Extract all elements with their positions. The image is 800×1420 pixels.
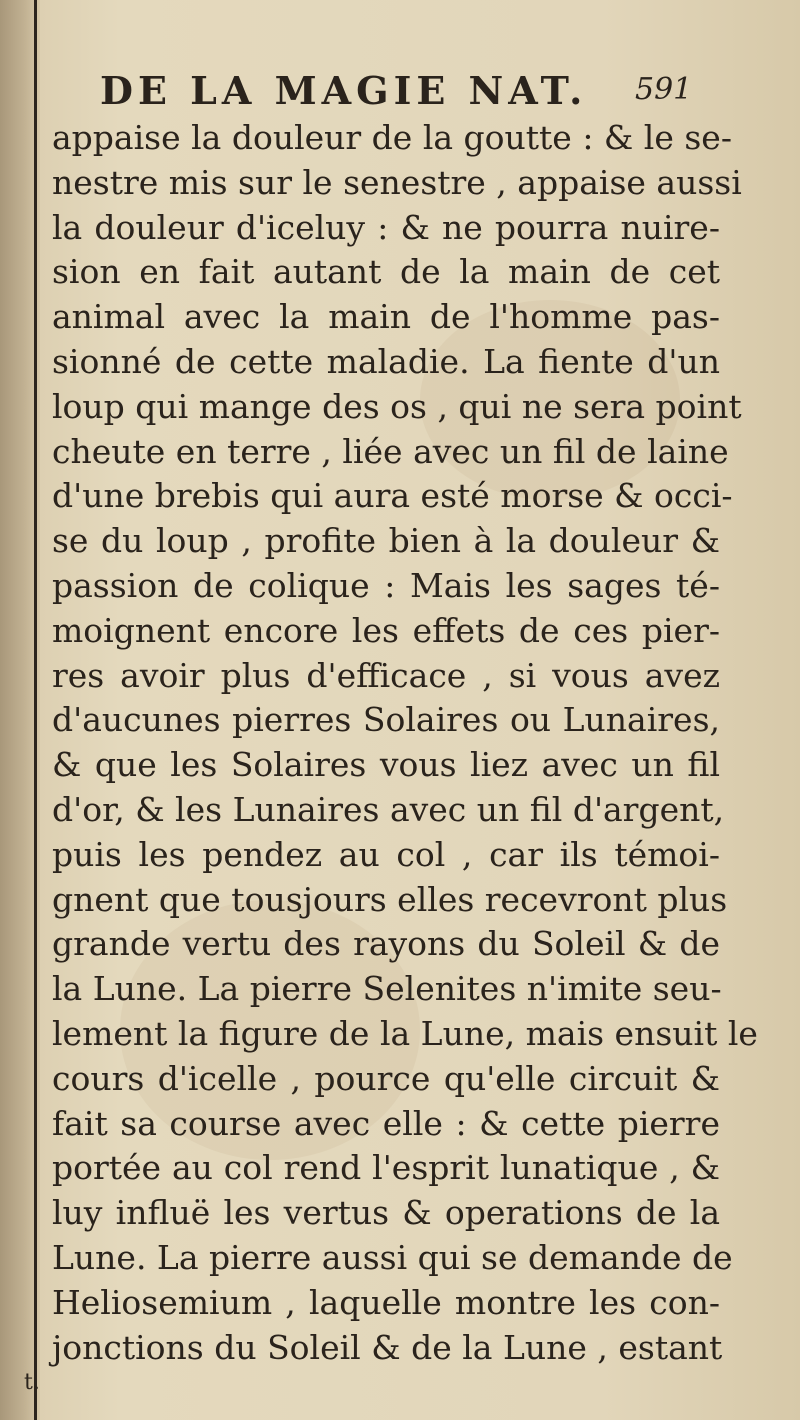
running-title: DE LA MAGIE NAT. [100, 68, 588, 113]
text-line: Heliosemium , laquelle montre les con- [52, 1282, 720, 1322]
catchword: t. [24, 1370, 40, 1395]
text-line: luy influë les vertus & operations de la [52, 1193, 720, 1233]
text-line: fait sa course avec elle : & cette pierre [52, 1103, 720, 1143]
text-line: la Lune. La pierre Selenites n'imite seu- [52, 969, 722, 1009]
text-line: passion de colique : Mais les sages té- [52, 565, 720, 605]
text-line: & que les Solaires vous liez avec un fil [52, 745, 720, 785]
running-head [60, 68, 800, 118]
text-line: grande vertu des rayons du Soleil & de [52, 924, 720, 964]
text-line: moignent encore les effets de ces pier- [52, 610, 720, 650]
text-line: la douleur d'iceluy : & ne pourra nuire- [52, 207, 720, 247]
body-text [52, 116, 758, 1370]
text-line: sionné de cette maladie. La fiente d'un [52, 341, 720, 381]
text-line: gnent que tousjours elles recevront plus [52, 879, 728, 919]
text-line: jonctions du Soleil & de la Lune , estant [52, 1327, 723, 1367]
text-line: cours d'icelle , pource qu'elle circuit & [52, 1058, 720, 1098]
text-line: lement la figure de la Lune, mais ensuit le [52, 1013, 758, 1053]
text-line: cheute en terre , liée avec un fil de laine [52, 431, 729, 471]
text-line: d'une brebis qui aura esté morse & occi- [52, 476, 733, 516]
text-line: res avoir plus d'efficace , si vous avez [52, 655, 720, 695]
text-line: appaise la douleur de la goutte : & le se- [52, 118, 732, 157]
text-line: puis les pendez au col , car ils témoi- [52, 834, 720, 874]
text-line: se du loup , profite bien à la douleur & [52, 521, 720, 561]
text-line: animal avec la main de l'homme pas- [52, 297, 720, 337]
page-number: 591 [635, 72, 693, 107]
text-line: Lune. La pierre aussi qui se demande de [52, 1237, 733, 1277]
text-line: d'or, & les Lunaires avec un fil d'argent, [52, 789, 725, 829]
text-line: loup qui mange des os , qui ne sera point [52, 386, 742, 426]
text-line: sion en fait autant de la main de cet [52, 252, 720, 292]
text-line: portée au col rend l'esprit lunatique , & [52, 1148, 720, 1188]
text-line: nestre mis sur le senestre , appaise aussi [52, 162, 742, 202]
text-line: d'aucunes pierres Solaires ou Lunaires, [52, 700, 720, 740]
gutter-line [34, 0, 37, 1420]
